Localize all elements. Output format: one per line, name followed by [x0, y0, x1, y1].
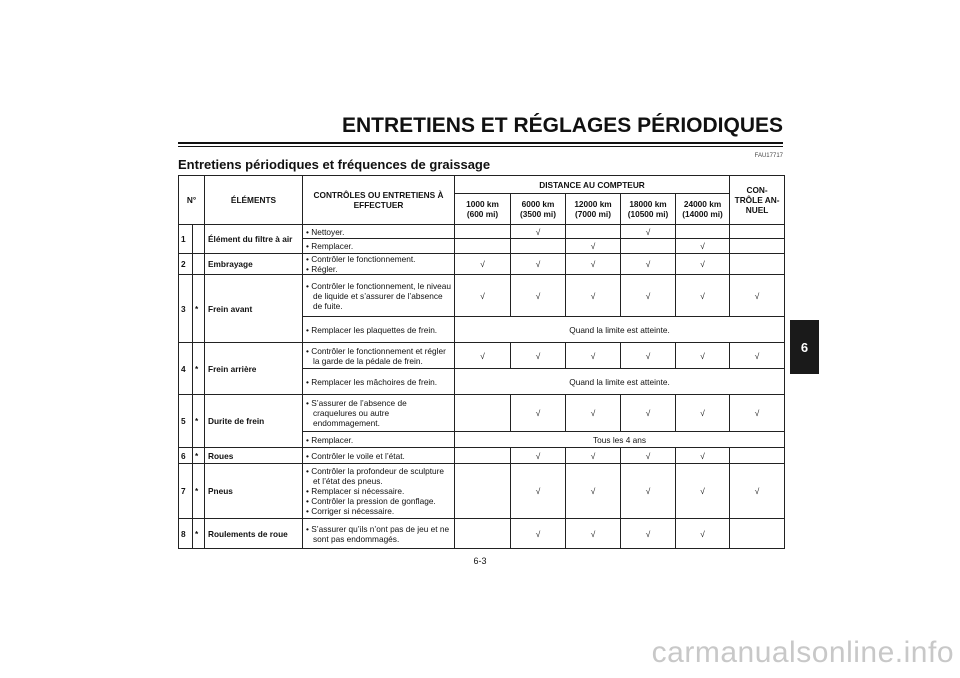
chapter-tab[interactable]: 6: [790, 320, 819, 374]
item-star: *: [193, 343, 205, 395]
check-mark-icon: √: [455, 254, 511, 275]
item-actions: [303, 464, 455, 519]
item-actions: [303, 432, 455, 448]
header-distance: DISTANCE AU COMPTEUR: [455, 176, 730, 194]
empty-cell: [730, 519, 785, 549]
check-mark-icon: √: [566, 519, 621, 549]
header-controls: CONTRÔLES OU ENTRETIENS À EFFECTUER: [303, 176, 455, 225]
check-mark-icon: √: [676, 239, 730, 254]
empty-cell: [511, 239, 566, 254]
reference-code: FAU17717: [754, 153, 783, 159]
action-text: • Remplacer les plaquettes de frein.: [306, 324, 438, 335]
action-text: • Contrôler le voile et l’état.: [306, 450, 405, 461]
empty-cell: [455, 225, 511, 239]
item-number: 1: [179, 225, 193, 254]
check-mark-icon: √: [511, 519, 566, 549]
table-row: [179, 275, 785, 317]
check-mark-icon: √: [511, 254, 566, 275]
item-actions: [303, 369, 455, 395]
action-text: • Nettoyer.: [306, 226, 345, 237]
check-mark-icon: √: [676, 519, 730, 549]
check-mark-icon: √: [676, 275, 730, 317]
check-mark-icon: √: [566, 464, 621, 519]
action-text: • Contrôler le fonctionnement et régler la garde de la pédale de frein.: [306, 345, 446, 366]
item-star: *: [193, 519, 205, 549]
header-interval: [676, 194, 730, 225]
header-annual: CON-TRÔLE AN-NUEL: [730, 176, 785, 225]
item-actions: [303, 254, 455, 275]
item-actions: [303, 317, 455, 343]
item-star: *: [193, 395, 205, 448]
item-number: 3: [179, 275, 193, 343]
check-mark-icon: √: [621, 395, 676, 432]
header-interval: [455, 194, 511, 225]
title-rule-thin: [178, 146, 783, 147]
interval-label: 12000 km: [574, 199, 612, 209]
table-row: [179, 464, 785, 519]
item-name: Frein arrière: [205, 343, 303, 395]
action-text: • Régler.: [306, 264, 338, 274]
empty-cell: [566, 225, 621, 239]
item-name: Embrayage: [205, 254, 303, 275]
check-mark-icon: √: [566, 343, 621, 369]
item-star: *: [193, 275, 205, 343]
interval-label: 18000 km: [629, 199, 667, 209]
table-row: [179, 395, 785, 432]
check-mark-icon: √: [511, 464, 566, 519]
item-name: Durite de frein: [205, 395, 303, 448]
check-mark-icon: √: [566, 254, 621, 275]
check-mark-icon: √: [621, 343, 676, 369]
header-interval: [566, 194, 621, 225]
empty-cell: [455, 519, 511, 549]
action-text: • Corriger si nécessaire.: [306, 506, 395, 516]
check-mark-icon: √: [511, 343, 566, 369]
header-interval: [511, 194, 566, 225]
interval-label: (14000 mi): [682, 209, 723, 219]
check-mark-icon: √: [621, 448, 676, 464]
interval-note: Quand la limite est atteinte.: [455, 317, 785, 343]
check-mark-icon: √: [676, 254, 730, 275]
item-star: *: [193, 448, 205, 464]
check-mark-icon: √: [730, 395, 785, 432]
item-actions: [303, 519, 455, 549]
interval-note: Tous les 4 ans: [455, 432, 785, 448]
page-number: 6-3: [473, 556, 487, 566]
empty-cell: [676, 225, 730, 239]
table-row: [179, 343, 785, 369]
check-mark-icon: √: [566, 275, 621, 317]
title-rule: [178, 142, 783, 144]
item-name: Frein avant: [205, 275, 303, 343]
check-mark-icon: √: [730, 343, 785, 369]
interval-label: 24000 km: [683, 199, 722, 209]
item-star: *: [193, 464, 205, 519]
empty-cell: [730, 448, 785, 464]
item-actions: [303, 275, 455, 317]
check-mark-icon: √: [511, 225, 566, 239]
item-name: Pneus: [205, 464, 303, 519]
item-number: 6: [179, 448, 193, 464]
check-mark-icon: √: [730, 464, 785, 519]
action-text: • Remplacer.: [306, 241, 354, 251]
item-actions: [303, 225, 455, 239]
action-text: • Remplacer les mâchoires de frein.: [306, 376, 438, 387]
empty-cell: [730, 239, 785, 254]
action-text: • Remplacer si nécessaire.: [306, 486, 405, 496]
item-actions: [303, 239, 455, 254]
check-mark-icon: √: [676, 448, 730, 464]
check-mark-icon: √: [511, 448, 566, 464]
item-actions: [303, 343, 455, 369]
action-text: • Contrôler le fonctionnement.: [306, 254, 416, 264]
check-mark-icon: √: [621, 464, 676, 519]
item-name: Roues: [205, 448, 303, 464]
item-actions: [303, 448, 455, 464]
interval-label: 1000 km: [466, 199, 499, 209]
section-title: Entretiens périodiques et fréquences de graissage: [178, 157, 491, 172]
check-mark-icon: √: [621, 225, 676, 239]
action-text: • Contrôler la pression de gonflage.: [306, 496, 436, 506]
empty-cell: [730, 254, 785, 275]
action-text: • S’assurer de l’absence de craquelures ou autre endommagement.: [306, 398, 407, 428]
item-name: Élément du filtre à air: [205, 225, 303, 254]
check-mark-icon: √: [455, 343, 511, 369]
action-text: • S’assurer qu’ils n’ont pas de jeu et ne sont pas endommagés.: [306, 523, 450, 544]
table-row: [179, 225, 785, 239]
check-mark-icon: √: [676, 343, 730, 369]
table-row: [179, 254, 785, 275]
item-number: 5: [179, 395, 193, 448]
header-no: N°: [179, 176, 205, 225]
empty-cell: [730, 225, 785, 239]
table-row: [179, 519, 785, 549]
item-number: 2: [179, 254, 193, 275]
interval-label: (7000 mi): [575, 209, 611, 219]
action-text: • Remplacer.: [306, 434, 354, 445]
check-mark-icon: √: [511, 395, 566, 432]
check-mark-icon: √: [621, 254, 676, 275]
empty-cell: [455, 239, 511, 254]
check-mark-icon: √: [621, 519, 676, 549]
empty-cell: [455, 448, 511, 464]
header-interval: [621, 194, 676, 225]
interval-label: (3500 mi): [520, 209, 556, 219]
check-mark-icon: √: [676, 395, 730, 432]
empty-cell: [621, 239, 676, 254]
item-number: 7: [179, 464, 193, 519]
item-actions: [303, 395, 455, 432]
empty-cell: [455, 464, 511, 519]
interval-note: Quand la limite est atteinte.: [455, 369, 785, 395]
check-mark-icon: √: [566, 239, 621, 254]
action-text: • Contrôler le fonctionnement, le niveau de liquide et s’assurer de l’absence de fuite.: [306, 280, 451, 311]
check-mark-icon: √: [621, 275, 676, 317]
interval-label: (10500 mi): [627, 209, 669, 219]
interval-label: (600 mi): [466, 209, 499, 219]
interval-label: 6000 km: [521, 199, 555, 209]
maintenance-table: [178, 175, 785, 549]
check-mark-icon: √: [676, 464, 730, 519]
page-title: ENTRETIENS ET RÉGLAGES PÉRIODIQUES: [341, 114, 783, 137]
item-star: [193, 225, 205, 254]
check-mark-icon: √: [511, 275, 566, 317]
item-star: [193, 254, 205, 275]
empty-cell: [455, 395, 511, 432]
item-number: 8: [179, 519, 193, 549]
watermark: carmanualsonline.info: [651, 636, 954, 669]
check-mark-icon: √: [455, 275, 511, 317]
action-text: • Contrôler la profondeur de sculpture et l’état des pneus.: [306, 466, 445, 486]
table-row: [179, 448, 785, 464]
header-elements: ÉLÉMENTS: [205, 176, 303, 225]
check-mark-icon: √: [566, 448, 621, 464]
item-number: 4: [179, 343, 193, 395]
check-mark-icon: √: [730, 275, 785, 317]
item-name: Roulements de roue: [205, 519, 303, 549]
check-mark-icon: √: [566, 395, 621, 432]
